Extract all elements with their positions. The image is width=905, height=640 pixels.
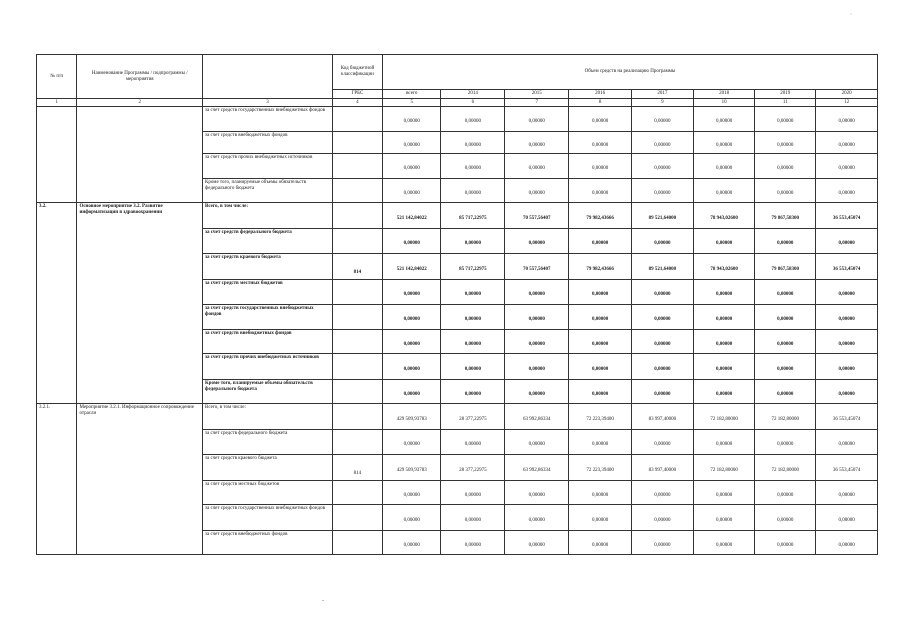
- column-number: 2: [77, 99, 203, 107]
- amount-year: 0,00000: [816, 179, 878, 203]
- amount-year: 0,00000: [816, 505, 878, 531]
- amount-total: 0,00000: [382, 132, 441, 154]
- amount-year: 0,00000: [755, 179, 816, 203]
- amount-total: 0,00000: [382, 481, 441, 505]
- grbs-code: [332, 330, 382, 354]
- funding-source: за счет средств местных бюджетов: [203, 481, 333, 505]
- funding-source: за счет средств внебюджетных фондов: [203, 330, 333, 354]
- column-number: 5: [382, 99, 441, 107]
- amount-year: 0,00000: [569, 481, 632, 505]
- amount-year: 0,00000: [693, 531, 755, 555]
- amount-year: 79 867,58300: [755, 254, 816, 280]
- grbs-code: [332, 229, 382, 254]
- funding-source: за счет средств краевого бюджета: [203, 455, 333, 481]
- amount-year: 0,00000: [632, 354, 694, 380]
- header-empty: [203, 55, 333, 99]
- amount-year: 0,00000: [755, 280, 816, 305]
- grbs-code: [332, 305, 382, 330]
- amount-year: 0,00000: [693, 380, 755, 404]
- header-funds: Объем средств на реализацию Программы: [382, 55, 877, 90]
- amount-year: 70 557,56407: [505, 254, 569, 280]
- scan-mark: -: [322, 598, 324, 604]
- grbs-code: [332, 404, 382, 430]
- amount-total: 429 509,93783: [382, 455, 441, 481]
- grbs-code: [332, 505, 382, 531]
- amount-year: 0,00000: [441, 505, 505, 531]
- amount-year: 0,00000: [569, 430, 632, 455]
- column-number: 6: [441, 99, 505, 107]
- amount-year: 72 223,39400: [569, 455, 632, 481]
- amount-total: 0,00000: [382, 354, 441, 380]
- item-name: [77, 107, 203, 203]
- amount-year: 0,00000: [632, 531, 694, 555]
- amount-year: 0,00000: [816, 430, 878, 455]
- column-number: 7: [505, 99, 569, 107]
- amount-total: 0,00000: [382, 179, 441, 203]
- table-row: [37, 203, 878, 229]
- amount-year: 0,00000: [441, 481, 505, 505]
- amount-year: 28 377,22975: [441, 404, 505, 430]
- funding-source: за счет средств государственных внебюджетных фондов: [203, 107, 333, 132]
- amount-year: 0,00000: [816, 305, 878, 330]
- amount-year: 89 521,64000: [632, 254, 694, 280]
- amount-year: 0,00000: [569, 354, 632, 380]
- grbs-code: 814: [332, 254, 382, 280]
- amount-year: 0,00000: [505, 154, 569, 179]
- amount-total: 0,00000: [382, 280, 441, 305]
- funding-source: за счет средств внебюджетных фондов: [203, 531, 333, 555]
- amount-year: 83 997,40000: [632, 404, 694, 430]
- amount-total: 0,00000: [382, 380, 441, 404]
- funding-source: за счет средств прочих внебюджетных источников: [203, 154, 333, 179]
- amount-year: 79 982,43666: [569, 254, 632, 280]
- amount-year: 0,00000: [569, 154, 632, 179]
- amount-year: 0,00000: [693, 179, 755, 203]
- amount-year: 0,00000: [569, 280, 632, 305]
- column-number: 1: [37, 99, 77, 107]
- funding-source: за счет средств внебюджетных фондов: [203, 132, 333, 154]
- header-year: 2014: [441, 90, 505, 99]
- amount-year: 0,00000: [816, 354, 878, 380]
- amount-year: 85 717,22975: [441, 254, 505, 280]
- amount-year: 0,00000: [505, 330, 569, 354]
- amount-year: 0,00000: [632, 154, 694, 179]
- scan-mark: ·: [850, 12, 852, 18]
- item-number: [37, 107, 77, 203]
- amount-year: 63 992,86334: [505, 404, 569, 430]
- amount-year: 0,00000: [441, 330, 505, 354]
- table-row: [37, 107, 878, 132]
- amount-year: 0,00000: [755, 481, 816, 505]
- table-body: [37, 107, 878, 555]
- header-grbs: ГРБС: [332, 90, 382, 99]
- amount-year: 0,00000: [693, 505, 755, 531]
- amount-year: 0,00000: [569, 531, 632, 555]
- column-number: 8: [569, 99, 632, 107]
- amount-year: 0,00000: [816, 280, 878, 305]
- amount-year: 0,00000: [505, 430, 569, 455]
- amount-year: 0,00000: [755, 107, 816, 132]
- amount-year: 0,00000: [441, 154, 505, 179]
- item-number: 3.2.: [37, 203, 77, 404]
- amount-year: 0,00000: [755, 505, 816, 531]
- amount-year: 0,00000: [816, 531, 878, 555]
- amount-year: 0,00000: [505, 531, 569, 555]
- funding-source: за счет средств краевого бюджета: [203, 254, 333, 280]
- amount-year: 83 997,40000: [632, 455, 694, 481]
- amount-year: 0,00000: [693, 107, 755, 132]
- header-total: всего: [382, 90, 441, 99]
- program-funding-table: [36, 54, 878, 555]
- amount-total: 0,00000: [382, 330, 441, 354]
- funding-source: Всего, в том числе:: [203, 404, 333, 430]
- amount-year: 0,00000: [632, 305, 694, 330]
- amount-year: 0,00000: [632, 505, 694, 531]
- amount-year: 0,00000: [632, 229, 694, 254]
- amount-year: 0,00000: [441, 354, 505, 380]
- amount-year: 0,00000: [693, 430, 755, 455]
- amount-year: 0,00000: [569, 132, 632, 154]
- amount-year: 0,00000: [816, 481, 878, 505]
- header-code: Код бюджетной классификации: [332, 55, 382, 90]
- amount-year: 0,00000: [755, 380, 816, 404]
- amount-year: 0,00000: [505, 229, 569, 254]
- amount-total: 0,00000: [382, 430, 441, 455]
- amount-year: 0,00000: [441, 107, 505, 132]
- funding-source: за счет средств федерального бюджета: [203, 229, 333, 254]
- funding-source: Всего, в том числе:: [203, 203, 333, 229]
- grbs-code: [332, 481, 382, 505]
- amount-year: 0,00000: [755, 305, 816, 330]
- amount-year: 0,00000: [505, 354, 569, 380]
- amount-year: 85 717,22975: [441, 203, 505, 229]
- amount-year: 36 553,45074: [816, 254, 878, 280]
- amount-year: 79 867,58300: [755, 203, 816, 229]
- amount-year: 0,00000: [693, 154, 755, 179]
- amount-year: 0,00000: [441, 430, 505, 455]
- funding-source: за счет средств государственных внебюджетных фондов: [203, 505, 333, 531]
- header-year: 2018: [693, 90, 755, 99]
- amount-total: 521 142,84022: [382, 254, 441, 280]
- amount-year: 0,00000: [755, 330, 816, 354]
- amount-year: 0,00000: [816, 380, 878, 404]
- amount-year: 0,00000: [632, 179, 694, 203]
- amount-year: 72 182,80000: [755, 404, 816, 430]
- amount-year: 0,00000: [755, 154, 816, 179]
- amount-year: 78 943,02600: [693, 203, 755, 229]
- amount-year: 0,00000: [693, 481, 755, 505]
- grbs-code: [332, 203, 382, 229]
- funding-source: за счет средств местных бюджетов: [203, 280, 333, 305]
- amount-year: 78 943,02600: [693, 254, 755, 280]
- amount-year: 0,00000: [632, 430, 694, 455]
- amount-year: 0,00000: [569, 330, 632, 354]
- funding-source: за счет средств государственных внебюджетных фондов: [203, 305, 333, 330]
- amount-total: 521 142,84022: [382, 203, 441, 229]
- amount-year: 72 182,80000: [755, 455, 816, 481]
- amount-total: 429 509,93783: [382, 404, 441, 430]
- amount-year: 0,00000: [693, 330, 755, 354]
- grbs-code: [332, 380, 382, 404]
- grbs-code: [332, 179, 382, 203]
- amount-year: 36 553,45074: [816, 404, 878, 430]
- amount-year: 0,00000: [693, 229, 755, 254]
- amount-year: 63 992,86334: [505, 455, 569, 481]
- item-name: Основное мероприятие 3.2. Развитие информатизации в здравоохранении: [77, 203, 203, 404]
- amount-year: 89 521,64000: [632, 203, 694, 229]
- amount-year: 0,00000: [441, 280, 505, 305]
- amount-year: 0,00000: [569, 179, 632, 203]
- amount-year: 0,00000: [693, 305, 755, 330]
- amount-year: 0,00000: [632, 380, 694, 404]
- grbs-code: [332, 531, 382, 555]
- amount-year: 0,00000: [755, 229, 816, 254]
- amount-year: 0,00000: [632, 481, 694, 505]
- amount-year: 0,00000: [569, 107, 632, 132]
- funding-source: за счет средств прочих внебюджетных источников: [203, 354, 333, 380]
- column-number: 3: [203, 99, 333, 107]
- amount-year: 0,00000: [505, 132, 569, 154]
- table-row: [37, 404, 878, 430]
- amount-total: 0,00000: [382, 229, 441, 254]
- amount-total: 0,00000: [382, 505, 441, 531]
- amount-total: 0,00000: [382, 107, 441, 132]
- amount-year: 0,00000: [755, 430, 816, 455]
- header-year: 2017: [632, 90, 694, 99]
- grbs-code: [332, 280, 382, 305]
- column-number: 10: [693, 99, 755, 107]
- amount-year: 0,00000: [693, 132, 755, 154]
- grbs-code: [332, 154, 382, 179]
- amount-year: 0,00000: [569, 380, 632, 404]
- amount-total: 0,00000: [382, 154, 441, 179]
- amount-year: 0,00000: [816, 132, 878, 154]
- item-number: 3.2.1.: [37, 404, 77, 555]
- amount-year: 0,00000: [441, 380, 505, 404]
- column-number: 12: [816, 99, 878, 107]
- table-header: [37, 55, 878, 107]
- amount-year: 0,00000: [755, 354, 816, 380]
- amount-year: 0,00000: [505, 280, 569, 305]
- amount-year: 0,00000: [441, 531, 505, 555]
- amount-year: 0,00000: [632, 132, 694, 154]
- amount-year: 0,00000: [505, 107, 569, 132]
- amount-year: 0,00000: [632, 280, 694, 305]
- amount-year: 36 553,45074: [816, 203, 878, 229]
- amount-year: 28 377,22975: [441, 455, 505, 481]
- grbs-code: [332, 430, 382, 455]
- amount-year: 0,00000: [632, 330, 694, 354]
- column-number-row: [37, 99, 878, 107]
- amount-year: 0,00000: [755, 531, 816, 555]
- amount-year: 0,00000: [505, 481, 569, 505]
- amount-year: 0,00000: [441, 132, 505, 154]
- amount-total: 0,00000: [382, 531, 441, 555]
- amount-year: 0,00000: [755, 132, 816, 154]
- amount-year: 0,00000: [505, 179, 569, 203]
- amount-year: 0,00000: [816, 154, 878, 179]
- amount-year: 0,00000: [816, 330, 878, 354]
- amount-total: 0,00000: [382, 305, 441, 330]
- amount-year: 72 223,39400: [569, 404, 632, 430]
- funding-source: Кроме того, планируемые объемы обязательств федерального бюджета: [203, 179, 333, 203]
- amount-year: 0,00000: [505, 305, 569, 330]
- column-number: 9: [632, 99, 694, 107]
- header-year: 2015: [505, 90, 569, 99]
- amount-year: 0,00000: [693, 280, 755, 305]
- column-number: 11: [755, 99, 816, 107]
- amount-year: 72 182,80000: [693, 404, 755, 430]
- amount-year: 0,00000: [569, 305, 632, 330]
- amount-year: 0,00000: [816, 229, 878, 254]
- amount-year: 72 182,80000: [693, 455, 755, 481]
- amount-year: 0,00000: [441, 229, 505, 254]
- funding-source: Кроме того, планируемые объемы обязательств федерального бюджета: [203, 380, 333, 404]
- header-year: 2016: [569, 90, 632, 99]
- amount-year: 70 557,56407: [505, 203, 569, 229]
- header-number: № п/п: [37, 55, 77, 99]
- amount-year: 0,00000: [505, 505, 569, 531]
- amount-year: 0,00000: [693, 354, 755, 380]
- amount-year: 0,00000: [505, 380, 569, 404]
- header-year: 2020: [816, 90, 878, 99]
- grbs-code: 814: [332, 455, 382, 481]
- amount-year: 79 982,43666: [569, 203, 632, 229]
- header-name: Наименование Программы / подпрограммы / мероприятия: [77, 55, 203, 99]
- amount-year: 36 553,45074: [816, 455, 878, 481]
- amount-year: 0,00000: [441, 305, 505, 330]
- amount-year: 0,00000: [632, 107, 694, 132]
- item-name: Мероприятие 3.2.1. Информационное сопровождение отрасли: [77, 404, 203, 555]
- column-number: 4: [332, 99, 382, 107]
- grbs-code: [332, 354, 382, 380]
- amount-year: 0,00000: [569, 229, 632, 254]
- amount-year: 0,00000: [569, 505, 632, 531]
- funding-source: за счет средств федерального бюджета: [203, 430, 333, 455]
- amount-year: 0,00000: [441, 179, 505, 203]
- grbs-code: [332, 132, 382, 154]
- grbs-code: [332, 107, 382, 132]
- header-year: 2019: [755, 90, 816, 99]
- amount-year: 0,00000: [816, 107, 878, 132]
